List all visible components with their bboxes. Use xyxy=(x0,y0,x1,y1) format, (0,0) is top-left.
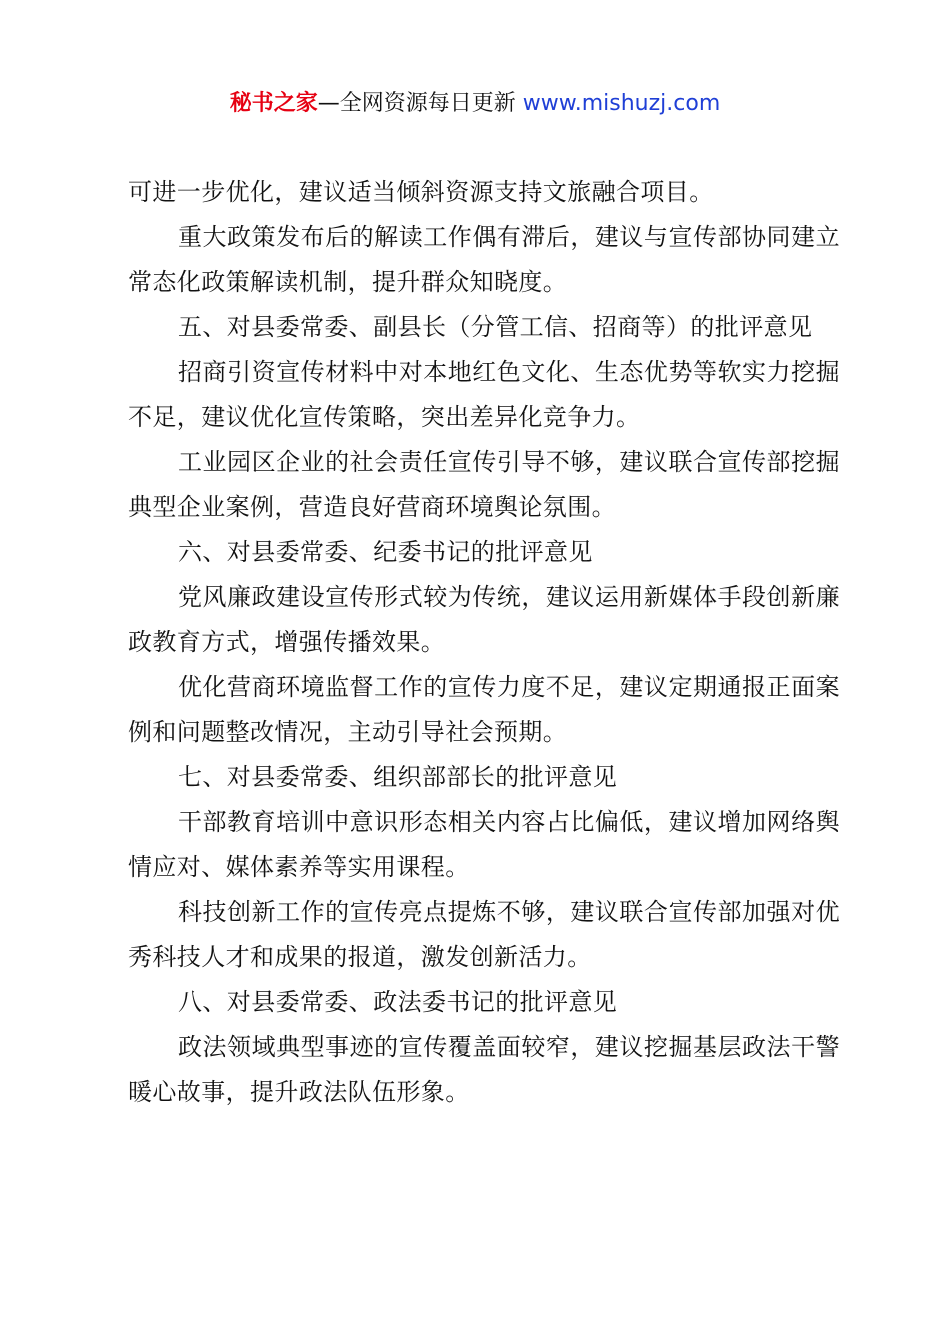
paragraph: 党风廉政建设宣传形式较为传统，建议运用新媒体手段创新廉政教育方式，增强传播效果。 xyxy=(128,583,840,656)
section-heading-5: 五、对县委常委、副县长（分管工信、招商等）的批评意见 xyxy=(178,313,813,341)
header-tagline: —全网资源每日更新 xyxy=(317,91,523,116)
paragraph: 优化营商环境监督工作的宣传力度不足，建议定期通报正面案例和问题整改情况，主动引导社会预期。 xyxy=(128,673,840,746)
site-header xyxy=(0,86,950,122)
section-heading-6: 六、对县委常委、纪委书记的批评意见 xyxy=(178,538,593,566)
paragraph: 科技创新工作的宣传亮点提炼不够，建议联合宣传部加强对优秀科技人才和成果的报道，激发创新活力。 xyxy=(128,898,840,971)
paragraph: 招商引资宣传材料中对本地红色文化、生态优势等软实力挖掘不足，建议优化宣传策略，突出差异化竞争力。 xyxy=(128,358,840,431)
paragraph: 重大政策发布后的解读工作偶有滞后，建议与宣传部协同建立常态化政策解读机制，提升群众知晓度。 xyxy=(128,223,840,296)
section-heading-8: 八、对县委常委、政法委书记的批评意见 xyxy=(178,988,618,1016)
paragraph-continuation: 可进一步优化，建议适当倾斜资源支持文旅融合项目。 xyxy=(128,178,714,206)
paragraph: 政法领域典型事迹的宣传覆盖面较窄，建议挖掘基层政法干警暖心故事，提升政法队伍形象。 xyxy=(128,1033,840,1106)
document-body xyxy=(128,170,840,1115)
paragraph: 工业园区企业的社会责任宣传引导不够，建议联合宣传部挖掘典型企业案例，营造良好营商环境舆论氛围。 xyxy=(128,448,840,521)
section-heading-7: 七、对县委常委、组织部部长的批评意见 xyxy=(178,763,618,791)
site-url-link[interactable]: www.mishuzj.com xyxy=(522,91,721,116)
paragraph: 干部教育培训中意识形态相关内容占比偏低，建议增加网络舆情应对、媒体素养等实用课程。 xyxy=(128,808,840,881)
brand-name: 秘书之家 xyxy=(229,91,318,116)
